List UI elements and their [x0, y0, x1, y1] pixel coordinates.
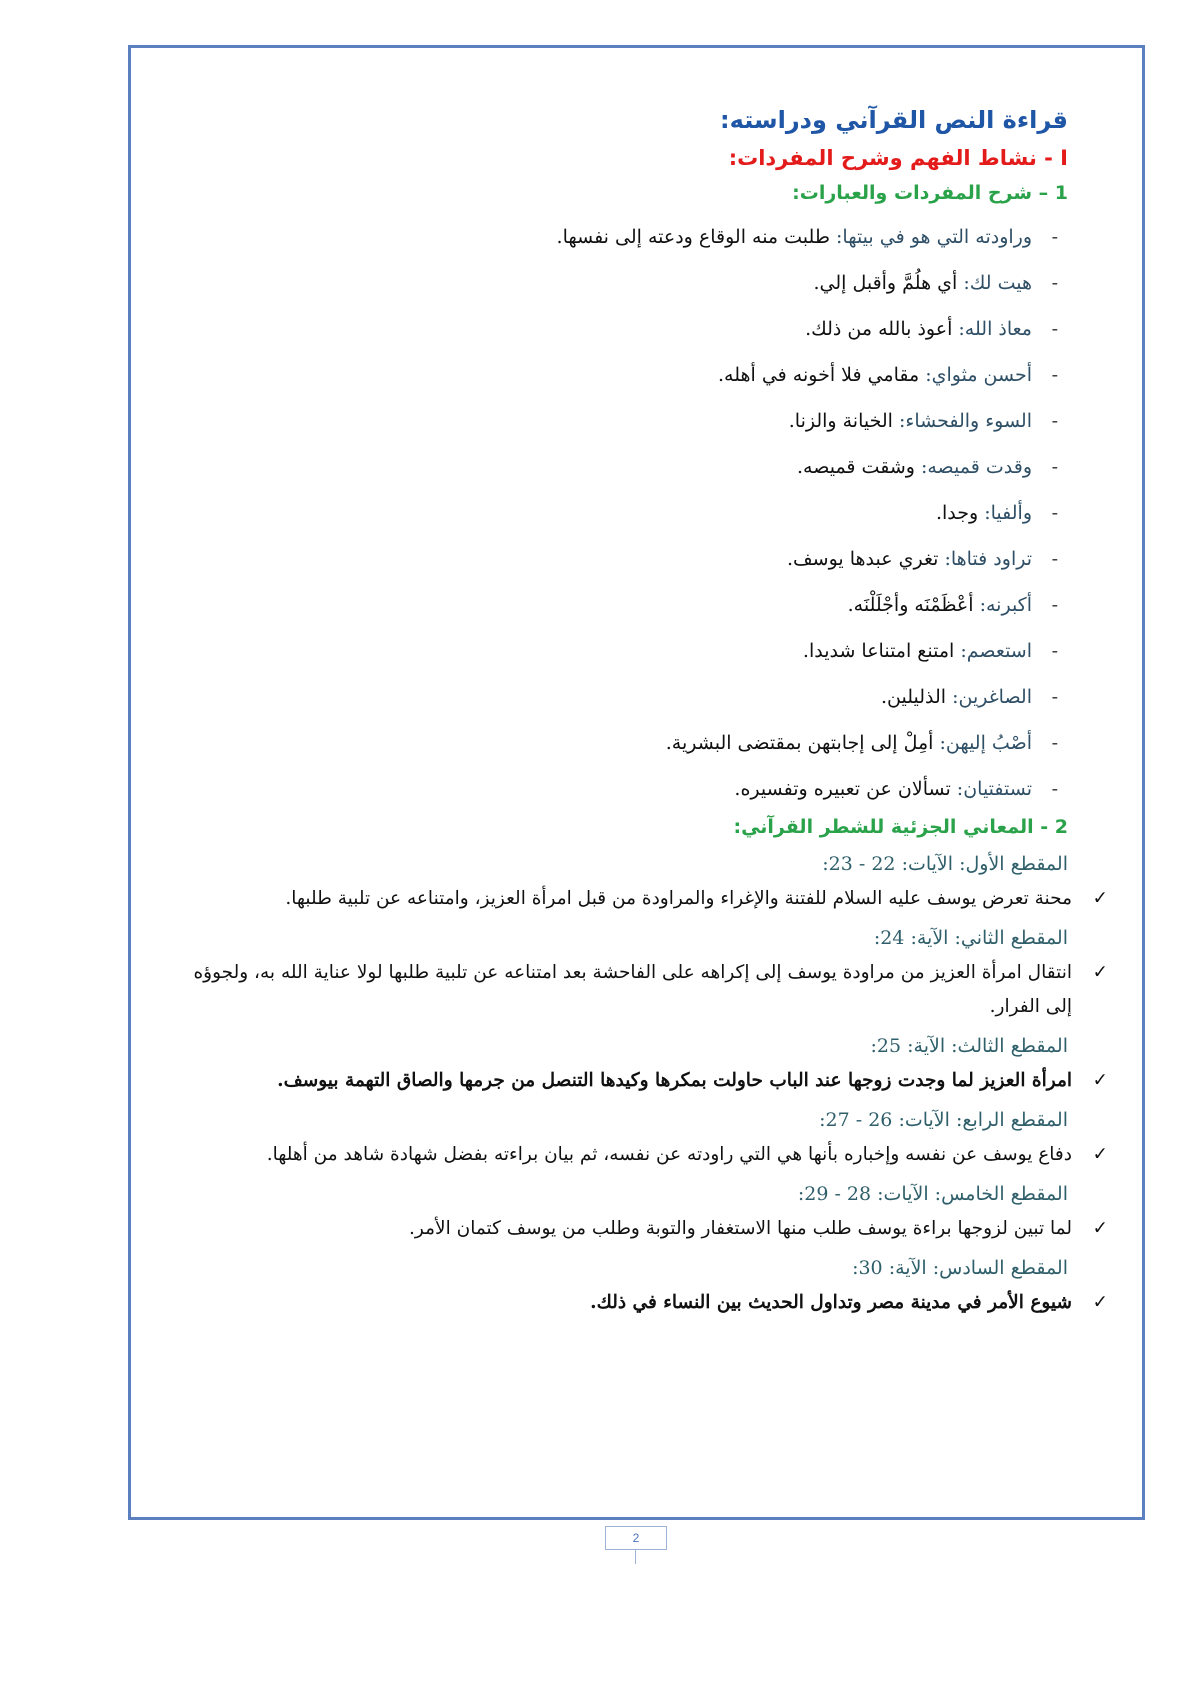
glossary-definition: أي هلُمَّ وأقبل إلي. — [813, 272, 964, 294]
dash-bullet: - — [1051, 410, 1058, 432]
glossary-item — [171, 444, 1068, 490]
dash-bullet: - — [1051, 548, 1058, 570]
segment-text: محنة تعرض يوسف عليه السلام للفتنة والإغراء والمراودة من قبل امرأة العزيز، وامتناعه عن تلبية طلبها. — [285, 888, 1072, 909]
segment-title: المقطع الثالث: الآية: 25: — [870, 1035, 1068, 1057]
glossary-item — [171, 720, 1068, 766]
segment-text: شيوع الأمر في مدينة مصر وتداول الحديث بين النساء في ذلك. — [590, 1292, 1072, 1313]
dash-bullet: - — [1051, 502, 1058, 524]
glossary-term: وقدت قميصه: — [920, 456, 1032, 478]
page-number-tick — [635, 1550, 636, 1564]
dash-bullet: - — [1051, 364, 1058, 386]
page-number: 2 — [605, 1526, 667, 1550]
glossary-term: الصاغرين: — [952, 686, 1032, 708]
glossary-definition: أعوذ بالله من ذلك. — [805, 318, 959, 340]
checkmark-icon: ✓ — [1092, 962, 1108, 983]
glossary-definition: طلبت منه الوقاع ودعته إلى نفسها. — [556, 226, 836, 248]
glossary-list — [171, 214, 1068, 812]
segment-bullet — [171, 882, 1108, 916]
glossary-item — [171, 674, 1068, 720]
dash-bullet: - — [1051, 732, 1058, 754]
dash-bullet: - — [1051, 456, 1058, 478]
checkmark-icon: ✓ — [1092, 1292, 1108, 1313]
glossary-item — [171, 352, 1068, 398]
section-1-title: 1 – شرح المفردات والعبارات: — [792, 182, 1068, 204]
dash-bullet: - — [1051, 594, 1058, 616]
glossary-item — [171, 260, 1068, 306]
glossary-term: تستفتيان: — [956, 778, 1032, 800]
segment-bullet — [171, 1212, 1108, 1246]
glossary-term: معاذ الله: — [958, 318, 1032, 340]
segment-title: المقطع الرابع: الآيات: 26 - 27: — [819, 1109, 1068, 1131]
glossary-term: تراود فتاها: — [944, 548, 1032, 570]
glossary-item — [171, 582, 1068, 628]
glossary-definition: تغري عبدها يوسف. — [786, 548, 945, 570]
glossary-term: وراودته التي هو في بيتها: — [836, 226, 1032, 248]
glossary-item — [171, 536, 1068, 582]
checkmark-icon: ✓ — [1092, 888, 1108, 909]
glossary-item — [171, 306, 1068, 352]
dash-bullet: - — [1051, 226, 1058, 248]
segment-text: دفاع يوسف عن نفسه وإخباره بأنها هي التي راودته عن نفسه، ثم بيان براءته بفضل شهادة شاهد من أهلها. — [266, 1144, 1072, 1165]
segment-bullet — [171, 1138, 1108, 1172]
glossary-definition: أمِلْ إلى إجابتهن بمقتضى البشرية. — [665, 732, 940, 754]
glossary-item — [171, 214, 1068, 260]
dash-bullet: - — [1051, 778, 1058, 800]
glossary-definition: مقامي فلا أخونه في أهله. — [717, 364, 926, 386]
glossary-term: أكبرنه: — [979, 594, 1032, 616]
glossary-definition: وشقت قميصه. — [797, 456, 921, 478]
segment-bullet — [171, 956, 1108, 1024]
checkmark-icon: ✓ — [1092, 1070, 1108, 1091]
glossary-term: السوء والفحشاء: — [899, 410, 1032, 432]
segment-text: انتقال امرأة العزيز من مراودة يوسف إلى إكراهه على الفاحشة بعد امتناعه عن تلبية طلبها لولا عناية الله به، ولجوؤه إلى الفرار. — [193, 962, 1072, 1017]
glossary-item — [171, 628, 1068, 674]
glossary-definition: أعْظَمْنَه وأجْلَلْنَه. — [847, 594, 980, 616]
dash-bullet: - — [1051, 272, 1058, 294]
glossary-definition: امتنع امتناعا شديدا. — [802, 640, 961, 662]
glossary-definition: وجدا. — [935, 502, 985, 524]
glossary-term: هيت لك: — [963, 272, 1032, 294]
glossary-definition: الخيانة والزنا. — [788, 410, 899, 432]
glossary-term: أحسن مثواي: — [925, 364, 1032, 386]
segment-title: المقطع الخامس: الآيات: 28 - 29: — [797, 1183, 1068, 1205]
checkmark-icon: ✓ — [1092, 1218, 1108, 1239]
checkmark-icon: ✓ — [1092, 1144, 1108, 1165]
glossary-item — [171, 766, 1068, 812]
segment-title: المقطع الثاني: الآية: 24: — [873, 927, 1068, 949]
glossary-definition: تسألان عن تعبيره وتفسيره. — [734, 778, 957, 800]
glossary-term: أصْبُ إليهن: — [939, 732, 1032, 754]
segment-title: المقطع السادس: الآية: 30: — [852, 1257, 1068, 1279]
page-content — [131, 48, 1142, 1324]
dash-bullet: - — [1051, 318, 1058, 340]
dash-bullet: - — [1051, 640, 1058, 662]
dash-bullet: - — [1051, 686, 1058, 708]
segment-bullet — [171, 1064, 1108, 1098]
segment-title: المقطع الأول: الآيات: 22 - 23: — [822, 853, 1068, 875]
segment-text: لما تبين لزوجها براءة يوسف طلب منها الاستغفار والتوبة وطلب من يوسف كتمان الأمر. — [409, 1218, 1072, 1239]
glossary-definition: الذليلين. — [880, 686, 953, 708]
glossary-term: استعصم: — [960, 640, 1032, 662]
main-heading: قراءة النص القرآني ودراسته: — [720, 106, 1068, 134]
glossary-term: وألفيا: — [984, 502, 1032, 524]
section-2-title: 2 - المعاني الجزئية للشطر القرآني: — [733, 816, 1068, 838]
glossary-item — [171, 490, 1068, 536]
glossary-item — [171, 398, 1068, 444]
page-frame — [128, 45, 1145, 1520]
segment-text: امرأة العزيز لما وجدت زوجها عند الباب حاولت بمكرها وكيدها التنصل من جرمها والصاق التهمة بيوسف. — [277, 1070, 1072, 1091]
activity-heading: I - نشاط الفهم وشرح المفردات: — [728, 146, 1068, 170]
segment-bullet — [171, 1286, 1108, 1320]
